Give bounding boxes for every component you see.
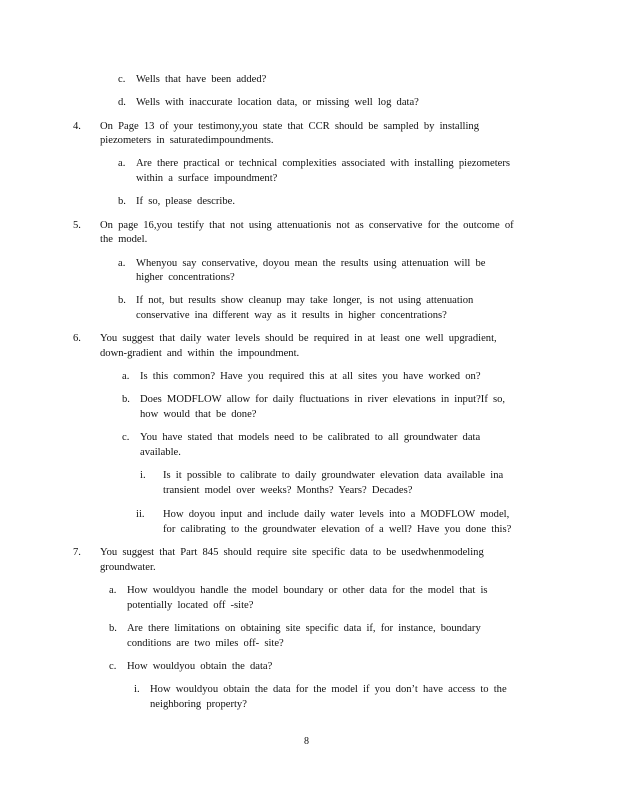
item-marker: i. (140, 470, 146, 481)
item-marker: a. (118, 258, 126, 269)
item-text-line: within a surface impoundment? (136, 173, 278, 184)
item-text-line: Are there practical or technical complexities associated with installing piezometers (136, 158, 511, 169)
item-text-line: higher concentrations? (136, 272, 235, 283)
item-text-line: available. (140, 447, 181, 458)
item-text-line: Wells that have been added? (136, 74, 267, 85)
item-marker: c. (122, 432, 130, 443)
item-text-line: How doyou input and include daily water levels into a MODFLOW model, (163, 509, 510, 520)
item-text-line: potentially located off -site? (127, 600, 254, 611)
item-text-line: If so, please describe. (136, 196, 235, 207)
item-marker: c. (109, 661, 117, 672)
item-text-line: You have stated that models need to be calibrated to all groundwater data (140, 432, 481, 443)
page-number: 8 (304, 736, 309, 747)
item-text-line: Is this common? Have you required this at all sites you have worked on? (140, 371, 481, 382)
item-text-line: piezometers in saturatedimpoundments. (100, 135, 274, 146)
item-text-line: the model. (100, 234, 148, 245)
item-text-line: You suggest that daily water levels should be required in at least one well upgradient, (100, 333, 497, 344)
item-marker: i. (134, 684, 140, 695)
item-text-line: How wouldyou handle the model boundary or other data for the model that is (127, 585, 488, 596)
item-text-line: Does MODFLOW allow for daily fluctuations in river elevations in input?If so, (140, 394, 506, 405)
item-text-line: down-gradient and within the impoundment. (100, 348, 300, 359)
item-marker: 5. (73, 220, 81, 231)
item-text-line: transient model over weeks? Months? Years? Decades? (163, 485, 413, 496)
item-text-line: On page 16,you testify that not using attenuationis not as conservative for the outcome of (100, 220, 514, 231)
item-text-line: Wells with inaccurate location data, or missing well log data? (136, 97, 419, 108)
item-text-line: Is it possible to calibrate to daily groundwater elevation data available ina (163, 470, 504, 481)
item-text-line: If not, but results show cleanup may take longer, is not using attenuation (136, 295, 474, 306)
item-marker: 7. (73, 547, 81, 558)
item-marker: c. (118, 74, 126, 85)
item-marker: a. (118, 158, 126, 169)
item-text-line: neighboring property? (150, 699, 247, 710)
item-marker: 6. (73, 333, 81, 344)
item-text-line: conservative ina different way as it results in higher concentrations? (136, 310, 447, 321)
item-text-line: How wouldyou obtain the data? (127, 661, 273, 672)
item-marker: d. (118, 97, 126, 108)
item-text-line: for calibrating to the groundwater elevation of a well? Have you done this? (163, 524, 512, 535)
item-marker: 4. (73, 121, 81, 132)
item-text-line: On Page 13 of your testimony,you state that CCR should be sampled by installing (100, 121, 480, 132)
item-marker: b. (118, 295, 126, 306)
item-text-line: how would that be done? (140, 409, 257, 420)
item-marker: a. (109, 585, 117, 596)
item-marker: b. (122, 394, 130, 405)
item-text-line: Whenyou say conservative, doyou mean the results using attenuation will be (136, 258, 486, 269)
item-marker: b. (118, 196, 126, 207)
item-text-line: groundwater. (100, 562, 156, 573)
item-text-line: You suggest that Part 845 should require site specific data to be usedwhenmodeling (100, 547, 484, 558)
item-marker: ii. (136, 509, 145, 520)
item-marker: b. (109, 623, 117, 634)
item-text-line: conditions are two miles off- site? (127, 638, 284, 649)
item-text-line: Are there limitations on obtaining site specific data if, for instance, boundary (127, 623, 481, 634)
item-marker: a. (122, 371, 130, 382)
item-text-line: How wouldyou obtain the data for the model if you don’t have access to the (150, 684, 507, 695)
